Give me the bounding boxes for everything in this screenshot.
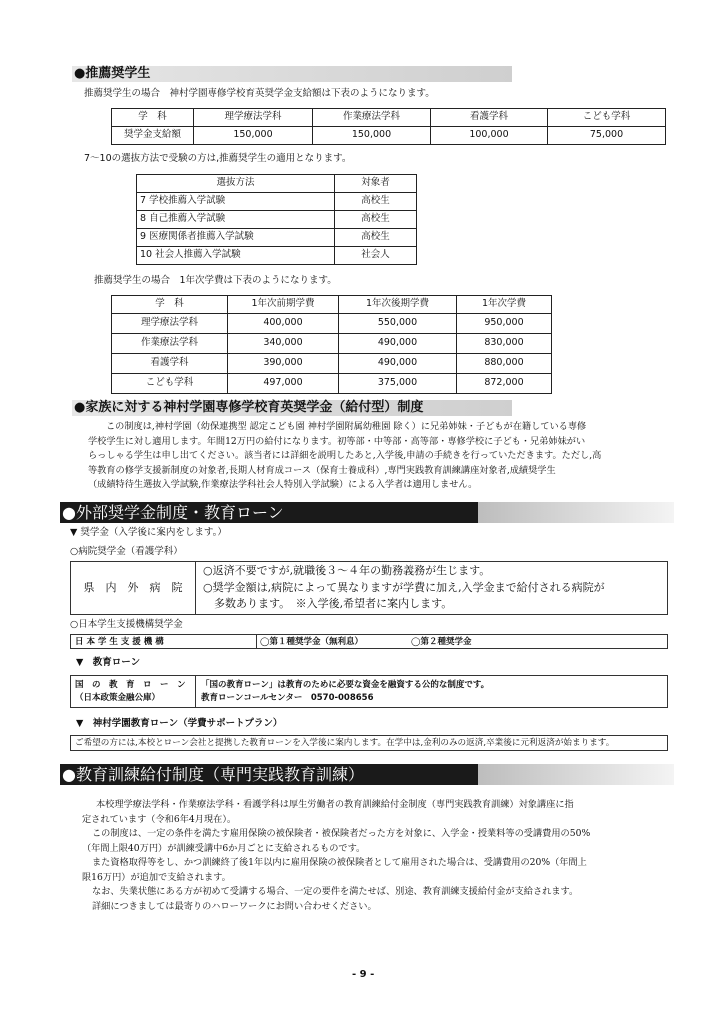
- table-cell: 830,000: [457, 334, 552, 354]
- hospital-scholarship-heading: ○病院奨学金（看護学科）: [70, 546, 183, 557]
- jasso-label: 日 本 学 生 支 援 機 構: [75, 637, 164, 647]
- loan-details: [201, 679, 489, 705]
- table-cell: 9 医療関係者推薦入学試験: [137, 229, 335, 247]
- recommend-scholarship-table: [111, 108, 666, 145]
- page-number: - 9 -: [352, 969, 375, 980]
- table-cell: 375,000: [339, 374, 457, 394]
- section-title-gradient: [478, 502, 674, 523]
- loan-line: 「国の教育ローン」は教育のために必要な資金を融資する公的な制度です。: [201, 680, 490, 690]
- table-cell: 872,000: [457, 374, 552, 394]
- section-title-external: ●外部奨学金制度・教育ローン: [60, 502, 478, 523]
- table-cell: 340,000: [228, 334, 339, 354]
- divider: [195, 676, 196, 707]
- table-cell: こども学科: [112, 374, 228, 394]
- table-cell: 550,000: [339, 314, 457, 334]
- loan-label-line: （日本政策金融公庫）: [75, 693, 161, 703]
- table-cell: 看護学科: [112, 354, 228, 374]
- loan-heading: ▼ 教育ローン: [76, 657, 141, 668]
- paragraph-line: なお、失業状態にある方が初めて受講する場合、一定の要件を満たせば、別途、教育訓練支援給付金が支給されます。: [92, 886, 579, 897]
- hospital-line: 多数あります。 ※入学後,希望者に案内します。: [203, 597, 453, 610]
- table-cell: 10 社会人推薦入学試験: [137, 247, 335, 265]
- table-header: 理学療法学科: [194, 109, 313, 127]
- support-heading: ▼ 神村学園教育ローン（学費サポートプラン）: [76, 718, 283, 729]
- recommend-intro: 推薦奨学生の場合 神村学園専修学校育英奨学金支給額は下表のようになります。: [84, 88, 435, 99]
- section-title-training: ●教育訓練給付制度（専門実践教育訓練）: [60, 764, 478, 785]
- support-box: ご希望の方には,本校とローン会社と提携した教育ローンを入学後に案内します。在学中は,金利のみの返済,卒業後に元利返済が始まります。: [70, 735, 668, 751]
- table-cell: 奨学金支給額: [112, 127, 194, 145]
- table-cell: 950,000: [457, 314, 552, 334]
- paragraph-line: （年間上限40万円）が訓練受講中6か月ごとに支給されるものです。: [82, 842, 366, 854]
- paragraph-line: この制度は,神村学園（幼保連携型 認定こども園 神村学園附属幼稚園 除く）に兄弟姉妹・子どもが在籍している専修: [106, 421, 587, 432]
- table-header: 1年次前期学費: [228, 296, 339, 314]
- paragraph-line: 詳細につきましては最寄りのハローワークにお問い合わせください。: [92, 900, 377, 912]
- jasso-box: [70, 634, 668, 649]
- paragraph-line: また資格取得等をし、かつ訓練終了後1年以内に雇用保険の被保険者として雇用された場合は、受講費用の20%（年間上: [92, 857, 587, 868]
- table-header: 学 科: [112, 109, 194, 127]
- table-header: 1年次後期学費: [339, 296, 457, 314]
- jasso-heading: ○日本学生支援機構奨学金: [70, 619, 183, 630]
- section-title-recommend: ●推薦奨学生: [72, 66, 512, 82]
- paragraph-line: 等教育の修学支援新制度の対象者,長期人材育成コース（保育士養成科）,専門実践教育訓練講座対象者,成績奨学生: [88, 464, 556, 476]
- training-paragraph: [82, 798, 678, 914]
- table-header: 作業療法学科: [313, 109, 431, 127]
- table-cell: 497,000: [228, 374, 339, 394]
- paragraph-line: この制度は、一定の条件を満たす雇用保険の被保険者・被保険者だった方を対象に、入学金・授業料等の受講費用の50%: [92, 828, 591, 839]
- family-paragraph: [88, 420, 678, 493]
- recommend-intro2: 推薦奨学生の場合 1年次学費は下表のようになります。: [94, 275, 337, 286]
- jasso-type2: ◯第２種奨学金: [411, 637, 472, 647]
- section-title-gradient: [478, 764, 674, 785]
- hospital-details: [203, 563, 605, 613]
- table-cell: 理学療法学科: [112, 314, 228, 334]
- table-cell: 150,000: [194, 127, 313, 145]
- paragraph-line: らっしゃる学生は申し出てください。該当者には詳細を説明したあと,入学後,申請の手続きを行っていただきます。ただし,高: [88, 450, 602, 461]
- table-cell: 390,000: [228, 354, 339, 374]
- table-cell: 100,000: [431, 127, 548, 145]
- table-header: 対象者: [335, 175, 417, 193]
- selection-method-table: [136, 174, 417, 265]
- table-header: こども学科: [548, 109, 666, 127]
- section-title-family: ●家族に対する神村学園専修学校育英奨学金（給付型）制度: [72, 400, 512, 416]
- table-cell: 高校生: [335, 193, 417, 211]
- jasso-type1: ◯第１種奨学金（無利息）: [260, 637, 364, 647]
- table-cell: 490,000: [339, 334, 457, 354]
- table-cell: 75,000: [548, 127, 666, 145]
- paragraph-line: 本校理学療法学科・作業療法学科・看護学科は厚生労働者の教育訓練給付金制度（専門実践教育訓練）対象講座に指: [96, 799, 574, 810]
- table-cell: 150,000: [313, 127, 431, 145]
- table-cell: 400,000: [228, 314, 339, 334]
- table-cell: 社会人: [335, 247, 417, 265]
- first-year-fee-table: [111, 295, 552, 394]
- table-cell: 7 学校推薦入学試験: [137, 193, 335, 211]
- loan-label: [75, 679, 195, 705]
- hospital-scholarship-box: [70, 561, 668, 615]
- scholarship-heading: ▼ 奨学金（入学後に案内をします。）: [70, 527, 227, 538]
- hospital-line: ○奨学金額は,病院によって異なりますが学費に加え,入学金まで給付される病院が: [203, 580, 605, 594]
- table-header: 看護学科: [431, 109, 548, 127]
- divider: [256, 635, 257, 648]
- table-cell: 880,000: [457, 354, 552, 374]
- table-cell: 作業療法学科: [112, 334, 228, 354]
- table-header: 学 科: [112, 296, 228, 314]
- paragraph-line: 定されています（令和6年4月現在）。: [82, 813, 237, 825]
- loan-label-line: 国 の 教 育 ロ ー ン: [75, 680, 186, 690]
- paragraph-line: 限16万円）が追加で支給されます。: [82, 871, 231, 883]
- hospital-label: 県 内 外 病 院: [71, 562, 196, 614]
- paragraph-line: （成績特待生選抜入学試験,作業療法学科社会人特別入学試験）による入学者は適用しません。: [88, 479, 478, 490]
- table-cell: 高校生: [335, 211, 417, 229]
- loan-line: 教育ローンコールセンター 0570-008656: [201, 693, 374, 703]
- table-header: 1年次学費: [457, 296, 552, 314]
- recommend-note: 7～10の選抜方法で受験の方は,推薦奨学生の適用となります。: [84, 153, 352, 164]
- table-header: 選抜方法: [137, 175, 335, 193]
- hospital-line: ○返済不要ですが,就職後３～４年の勤務義務が生じます。: [203, 564, 491, 577]
- table-cell: 8 自己推薦入学試験: [137, 211, 335, 229]
- table-cell: 高校生: [335, 229, 417, 247]
- loan-box: [70, 675, 668, 708]
- table-cell: 490,000: [339, 354, 457, 374]
- paragraph-line: 学校学生に対し適用します。年間12万円の給付になります。初等部・中等部・高等部・専修学校に子ども・兄弟姉妹がい: [88, 435, 586, 447]
